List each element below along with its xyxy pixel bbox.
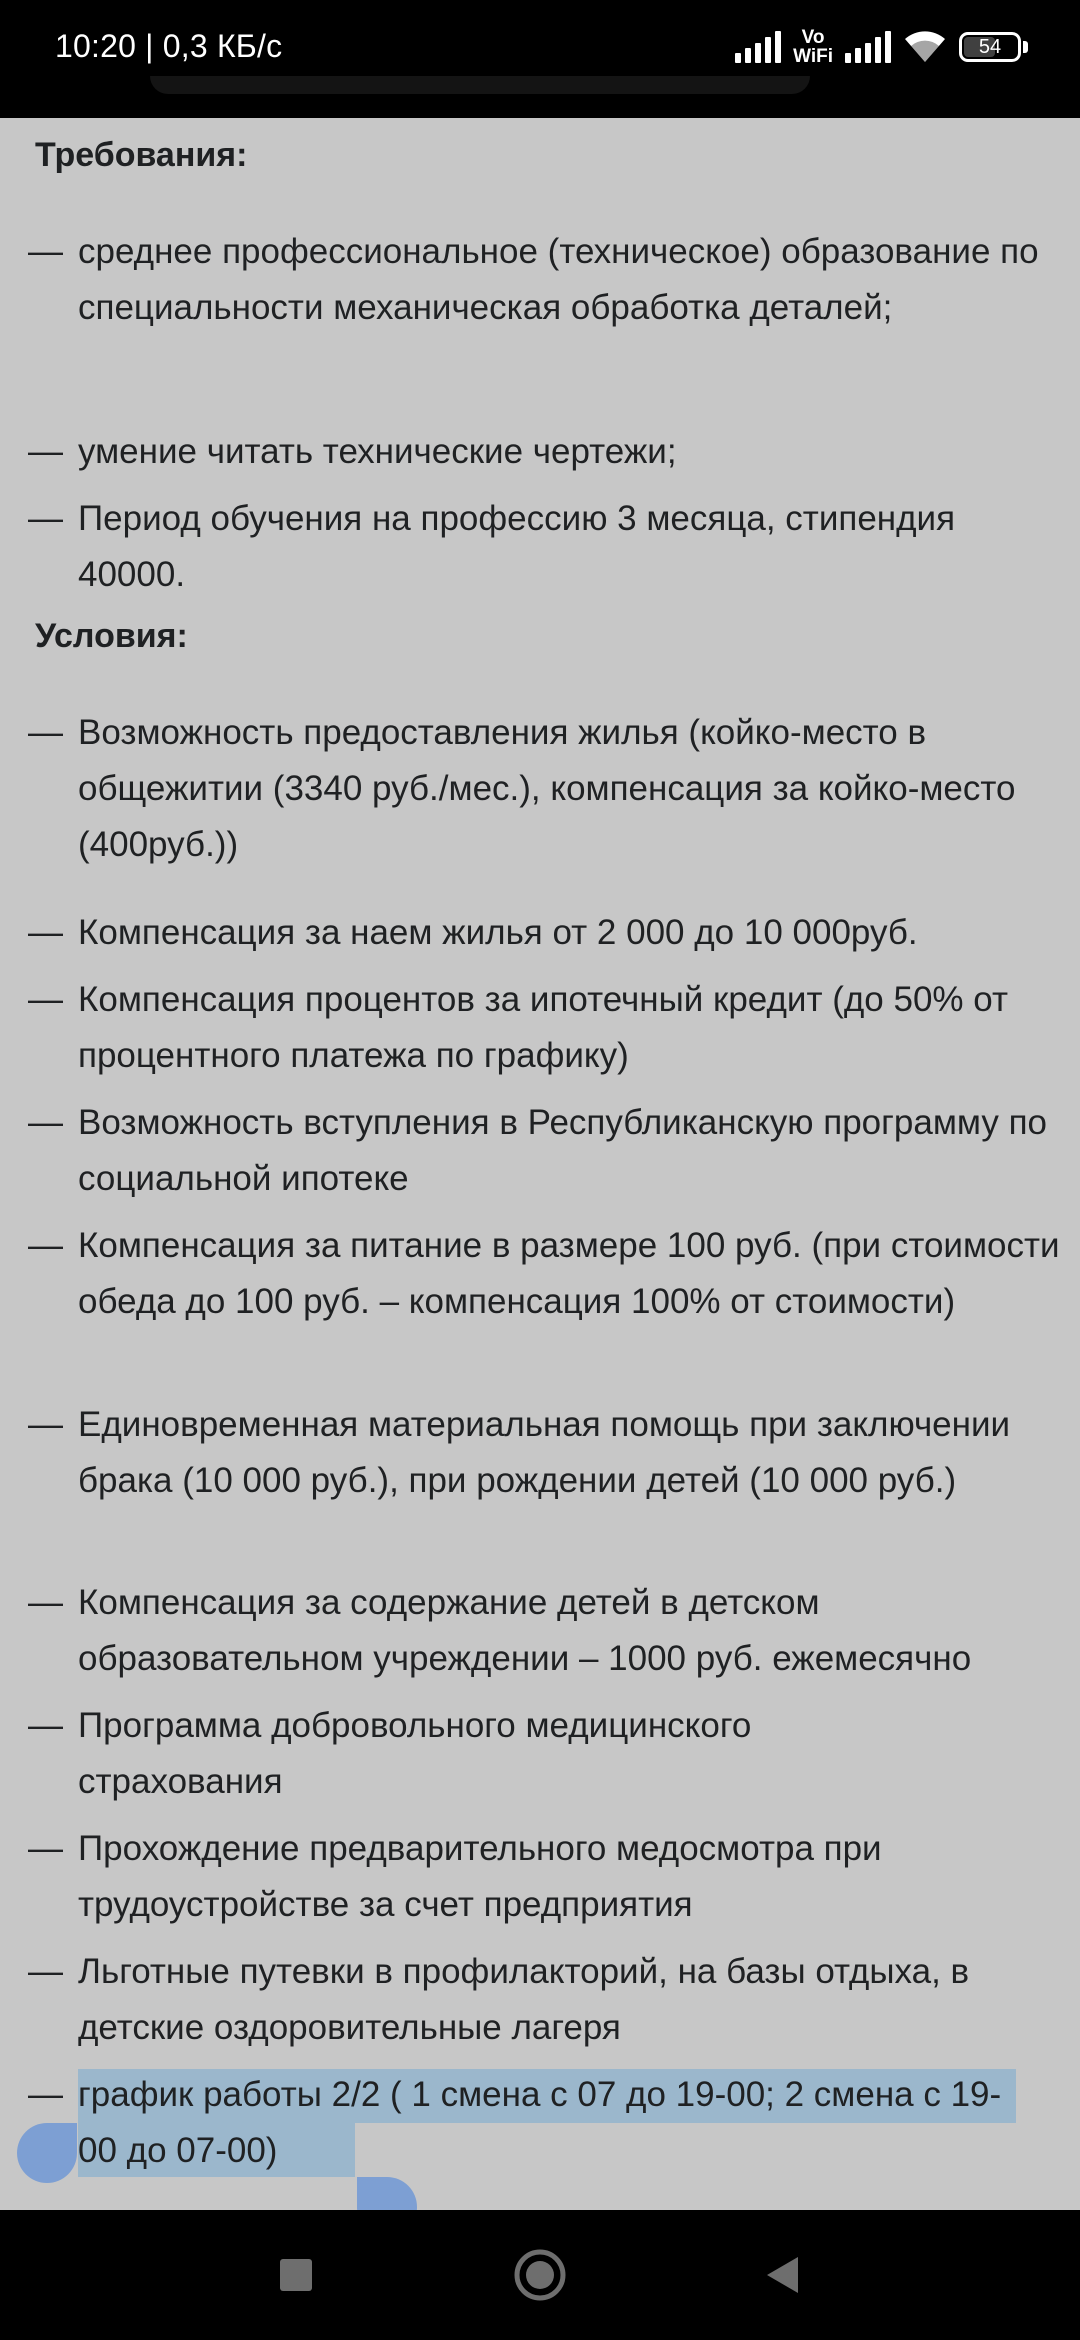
list-dash: — <box>28 1405 63 1444</box>
vowifi-label-top: Vo <box>801 27 825 48</box>
requirement-text: Период обучения на профессию 3 месяца, стипендия 40000. <box>78 499 956 594</box>
list-dash: — <box>28 432 63 471</box>
battery-tip <box>1023 41 1028 53</box>
condition-text: Возможность предоставления жилья (койко-место в общежитии (3340 руб./мес.), компенсация за койко-место (400руб.)) <box>78 713 1016 864</box>
list-dash: — <box>28 1829 63 1868</box>
home-button[interactable] <box>480 2210 600 2340</box>
list-dash: — <box>28 1103 63 1142</box>
status-time: 10:20 | 0,3 КБ/с <box>55 28 283 64</box>
navigation-bar <box>0 2210 1080 2340</box>
condition-text: Прохождение предварительного медосмотра при трудоустройстве за счет предприятия <box>78 1829 882 1924</box>
app-top-edge <box>150 76 810 94</box>
list-dash: — <box>28 232 63 271</box>
condition-text: Единовременная материальная помощь при заключении брака (10 000 руб.), при рождении детей (10 000 руб.) <box>78 1405 1011 1500</box>
condition-text: Компенсация за питание в размере 100 руб. (при стоимости обеда до 100 руб. – компенсация 100% от стоимости) <box>78 1226 1060 1321</box>
list-dash: — <box>28 2075 63 2114</box>
list-dash: — <box>28 1952 63 1991</box>
condition-text: Компенсация процентов за ипотечный кредит (до 50% от процентного платежа по графику) <box>78 980 1008 1075</box>
condition-text: Программа добровольного медицинского страхования <box>78 1706 752 1801</box>
conditions-heading: Условия: <box>35 617 188 655</box>
condition-text: Льготные путевки в профилакторий, на базы отдыха, в детские оздоровительные лагеря <box>78 1952 970 2047</box>
condition-text: Компенсация за содержание детей в детском образовательном учреждении – 1000 руб. ежемесячно <box>78 1583 972 1678</box>
battery-icon <box>959 32 1021 62</box>
wifi-icon <box>903 30 947 64</box>
vowifi-icon <box>793 28 833 66</box>
selection-start-handle[interactable] <box>17 2123 77 2183</box>
requirement-text: умение читать технические чертежи; <box>78 432 677 471</box>
list-dash: — <box>28 499 63 538</box>
condition-text: график работы 2/2 ( 1 смена с 07 до 19-00; 2 смена с 19-00 до 07-00) <box>78 2075 1002 2170</box>
vowifi-label-bottom: WiFi <box>793 46 833 67</box>
list-dash: — <box>28 1226 63 1265</box>
list-dash: — <box>28 1583 63 1622</box>
back-triangle-icon <box>764 2255 800 2295</box>
list-dash: — <box>28 980 63 1019</box>
condition-text: Компенсация за наем жилья от 2 000 до 10 000руб. <box>78 913 918 952</box>
list-dash: — <box>28 1706 63 1745</box>
status-bar <box>0 0 1080 118</box>
selection-end-handle[interactable] <box>357 2177 417 2210</box>
cellular-signal-2-icon <box>845 31 891 63</box>
stop-square-icon <box>279 2258 313 2292</box>
battery-level: 54 <box>978 35 1002 58</box>
vacancy-content[interactable] <box>0 118 1080 2210</box>
requirement-text: среднее профессиональное (техническое) образование по специальности механическая обработка деталей; <box>78 232 1039 327</box>
status-icons <box>735 24 1028 70</box>
list-dash: — <box>28 913 63 952</box>
list-dash: — <box>28 713 63 752</box>
cellular-signal-icon <box>735 31 781 63</box>
requirements-heading: Требования: <box>35 136 248 174</box>
back-button[interactable] <box>722 2210 842 2340</box>
recents-button[interactable] <box>236 2210 356 2340</box>
home-circle-icon <box>513 2248 567 2302</box>
condition-text: Возможность вступления в Республиканскую программу по социальной ипотеке <box>78 1103 1047 1198</box>
